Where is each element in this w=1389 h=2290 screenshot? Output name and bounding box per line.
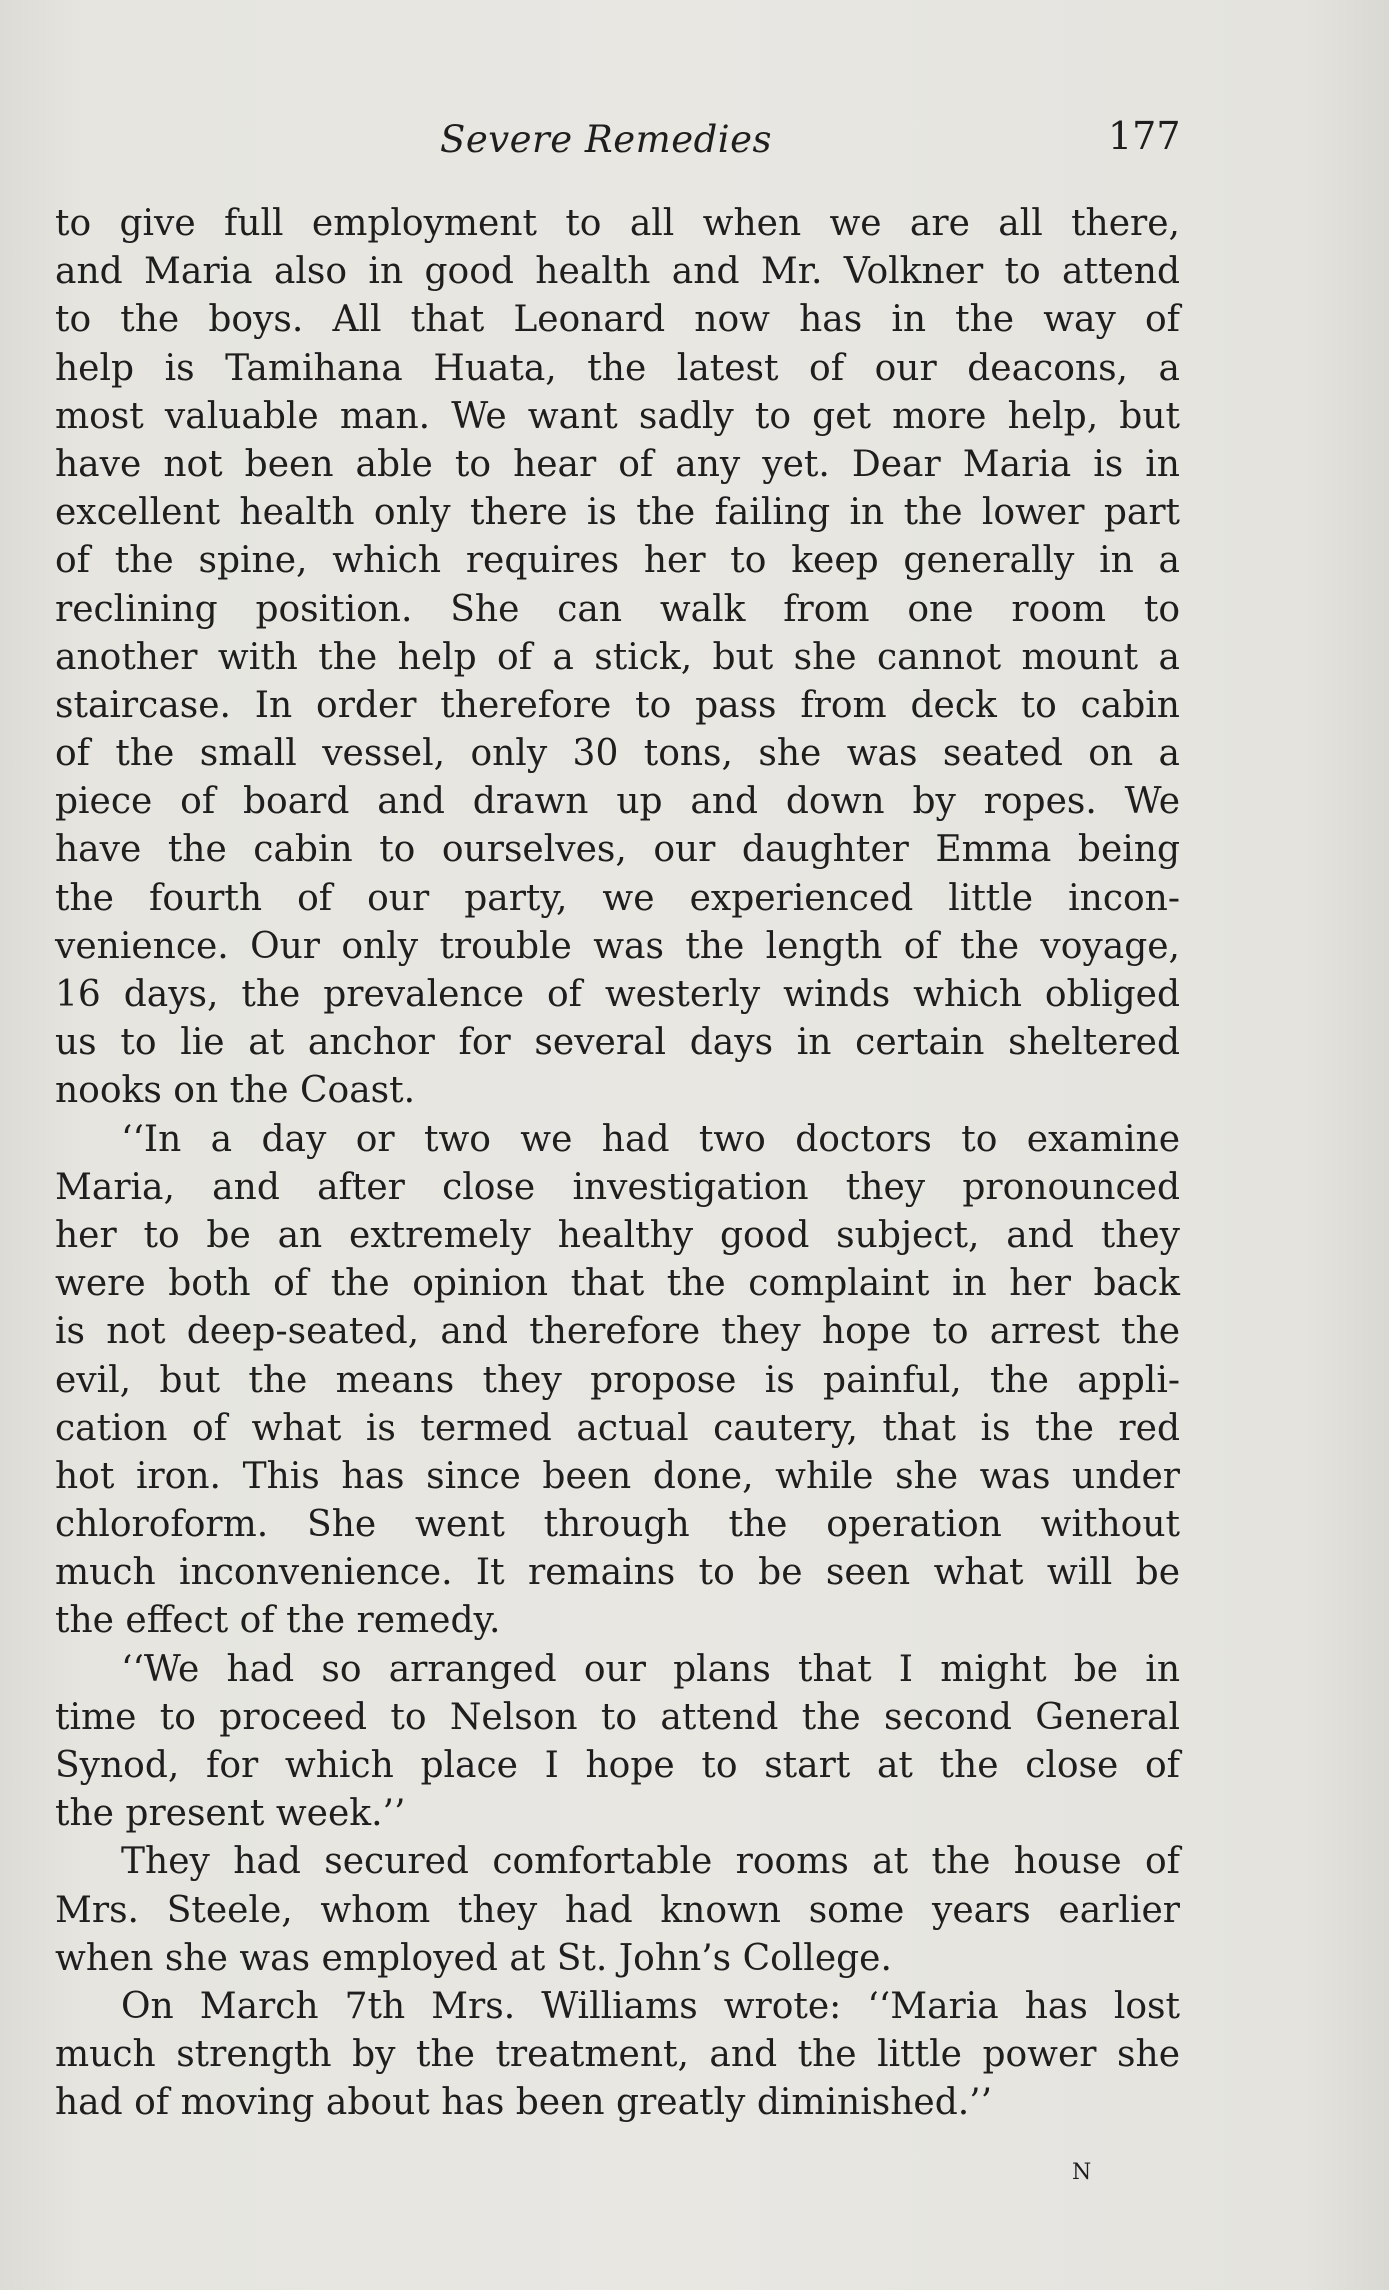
running-title: Severe Remedies (440, 118, 773, 161)
text-line: much inconvenience. It remains to be seen what will be (55, 1552, 1180, 1594)
text-line: They had secured comfortable rooms at the house of (121, 1841, 1180, 1883)
text-line: another with the help of a stick, but she cannot mount a (55, 636, 1180, 678)
text-line: to the boys. All that Leonard now has in the way of (55, 299, 1180, 341)
text-line: her to be an extremely healthy good subject, and they (55, 1214, 1180, 1256)
text-line: Mrs. Steele, whom they had known some years earlier (55, 1889, 1180, 1931)
text-line: us to lie at anchor for several days in certain sheltered (55, 1022, 1180, 1064)
text-line: evil, but the means they propose is painful, the appli- (55, 1359, 1180, 1401)
text-line: Synod, for which place I hope to start at the close of (55, 1745, 1180, 1786)
text-line: 16 days, the prevalence of westerly winds which obliged (55, 974, 1180, 1015)
text-line: hot iron. This has since been done, while she was under (55, 1455, 1180, 1497)
text-line: staircase. In order therefore to pass from deck to cabin (55, 684, 1180, 726)
text-line: most valuable man. We want sadly to get more help, but (55, 395, 1180, 437)
text-line: the fourth of our party, we experienced little incon- (55, 877, 1180, 919)
text-line: were both of the opinion that the complaint in her back (55, 1263, 1180, 1305)
text-line: reclining position. She can walk from one room to (55, 588, 1180, 630)
text-line: the present week.’’ (55, 1793, 406, 1835)
text-line: piece of board and drawn up and down by ropes. We (55, 781, 1180, 823)
text-line: ‘‘We had so arranged our plans that I might be in (121, 1648, 1180, 1690)
text-line: On March 7th Mrs. Williams wrote: ‘‘Maria has lost (121, 1985, 1180, 2027)
text-line: venience. Our only trouble was the length of the voyage, (55, 925, 1180, 967)
text-line: have the cabin to ourselves, our daughter Emma being (55, 829, 1180, 871)
text-line: and Maria also in good health and Mr. Volkner to attend (55, 251, 1180, 293)
text-line: when she was employed at St. John’s College. (55, 1937, 892, 1979)
text-line: of the spine, which requires her to keep generally in a (55, 540, 1180, 582)
signature-mark: N (1072, 2160, 1092, 2185)
body-text (55, 200, 1180, 2128)
text-line: Maria, and after close investigation they pronounced (55, 1166, 1180, 1208)
text-line: nooks on the Coast. (55, 1070, 416, 1112)
text-line: of the small vessel, only 30 tons, she was seated on a (55, 733, 1180, 775)
text-line: help is Tamihana Huata, the latest of our deacons, a (55, 347, 1180, 389)
text-line: to give full employment to all when we are all there, (55, 203, 1180, 244)
text-line: had of moving about has been greatly diminished.’’ (55, 2082, 993, 2124)
text-line: much strength by the treatment, and the little power she (55, 2034, 1180, 2076)
text-line: excellent health only there is the failing in the lower part (55, 492, 1180, 534)
text-line: the effect of the remedy. (55, 1600, 501, 1642)
text-line: cation of what is termed actual cautery, that is the red (55, 1407, 1180, 1449)
text-line: chloroform. She went through the operation without (55, 1504, 1180, 1546)
text-line: time to proceed to Nelson to attend the second General (55, 1696, 1180, 1738)
text-line: have not been able to hear of any yet. Dear Maria is in (55, 443, 1180, 485)
text-line: is not deep-seated, and therefore they hope to arrest the (55, 1311, 1180, 1353)
page-number: 177 (1108, 114, 1181, 158)
text-line: ‘‘In a day or two we had two doctors to examine (121, 1118, 1180, 1160)
running-head (0, 114, 1389, 168)
